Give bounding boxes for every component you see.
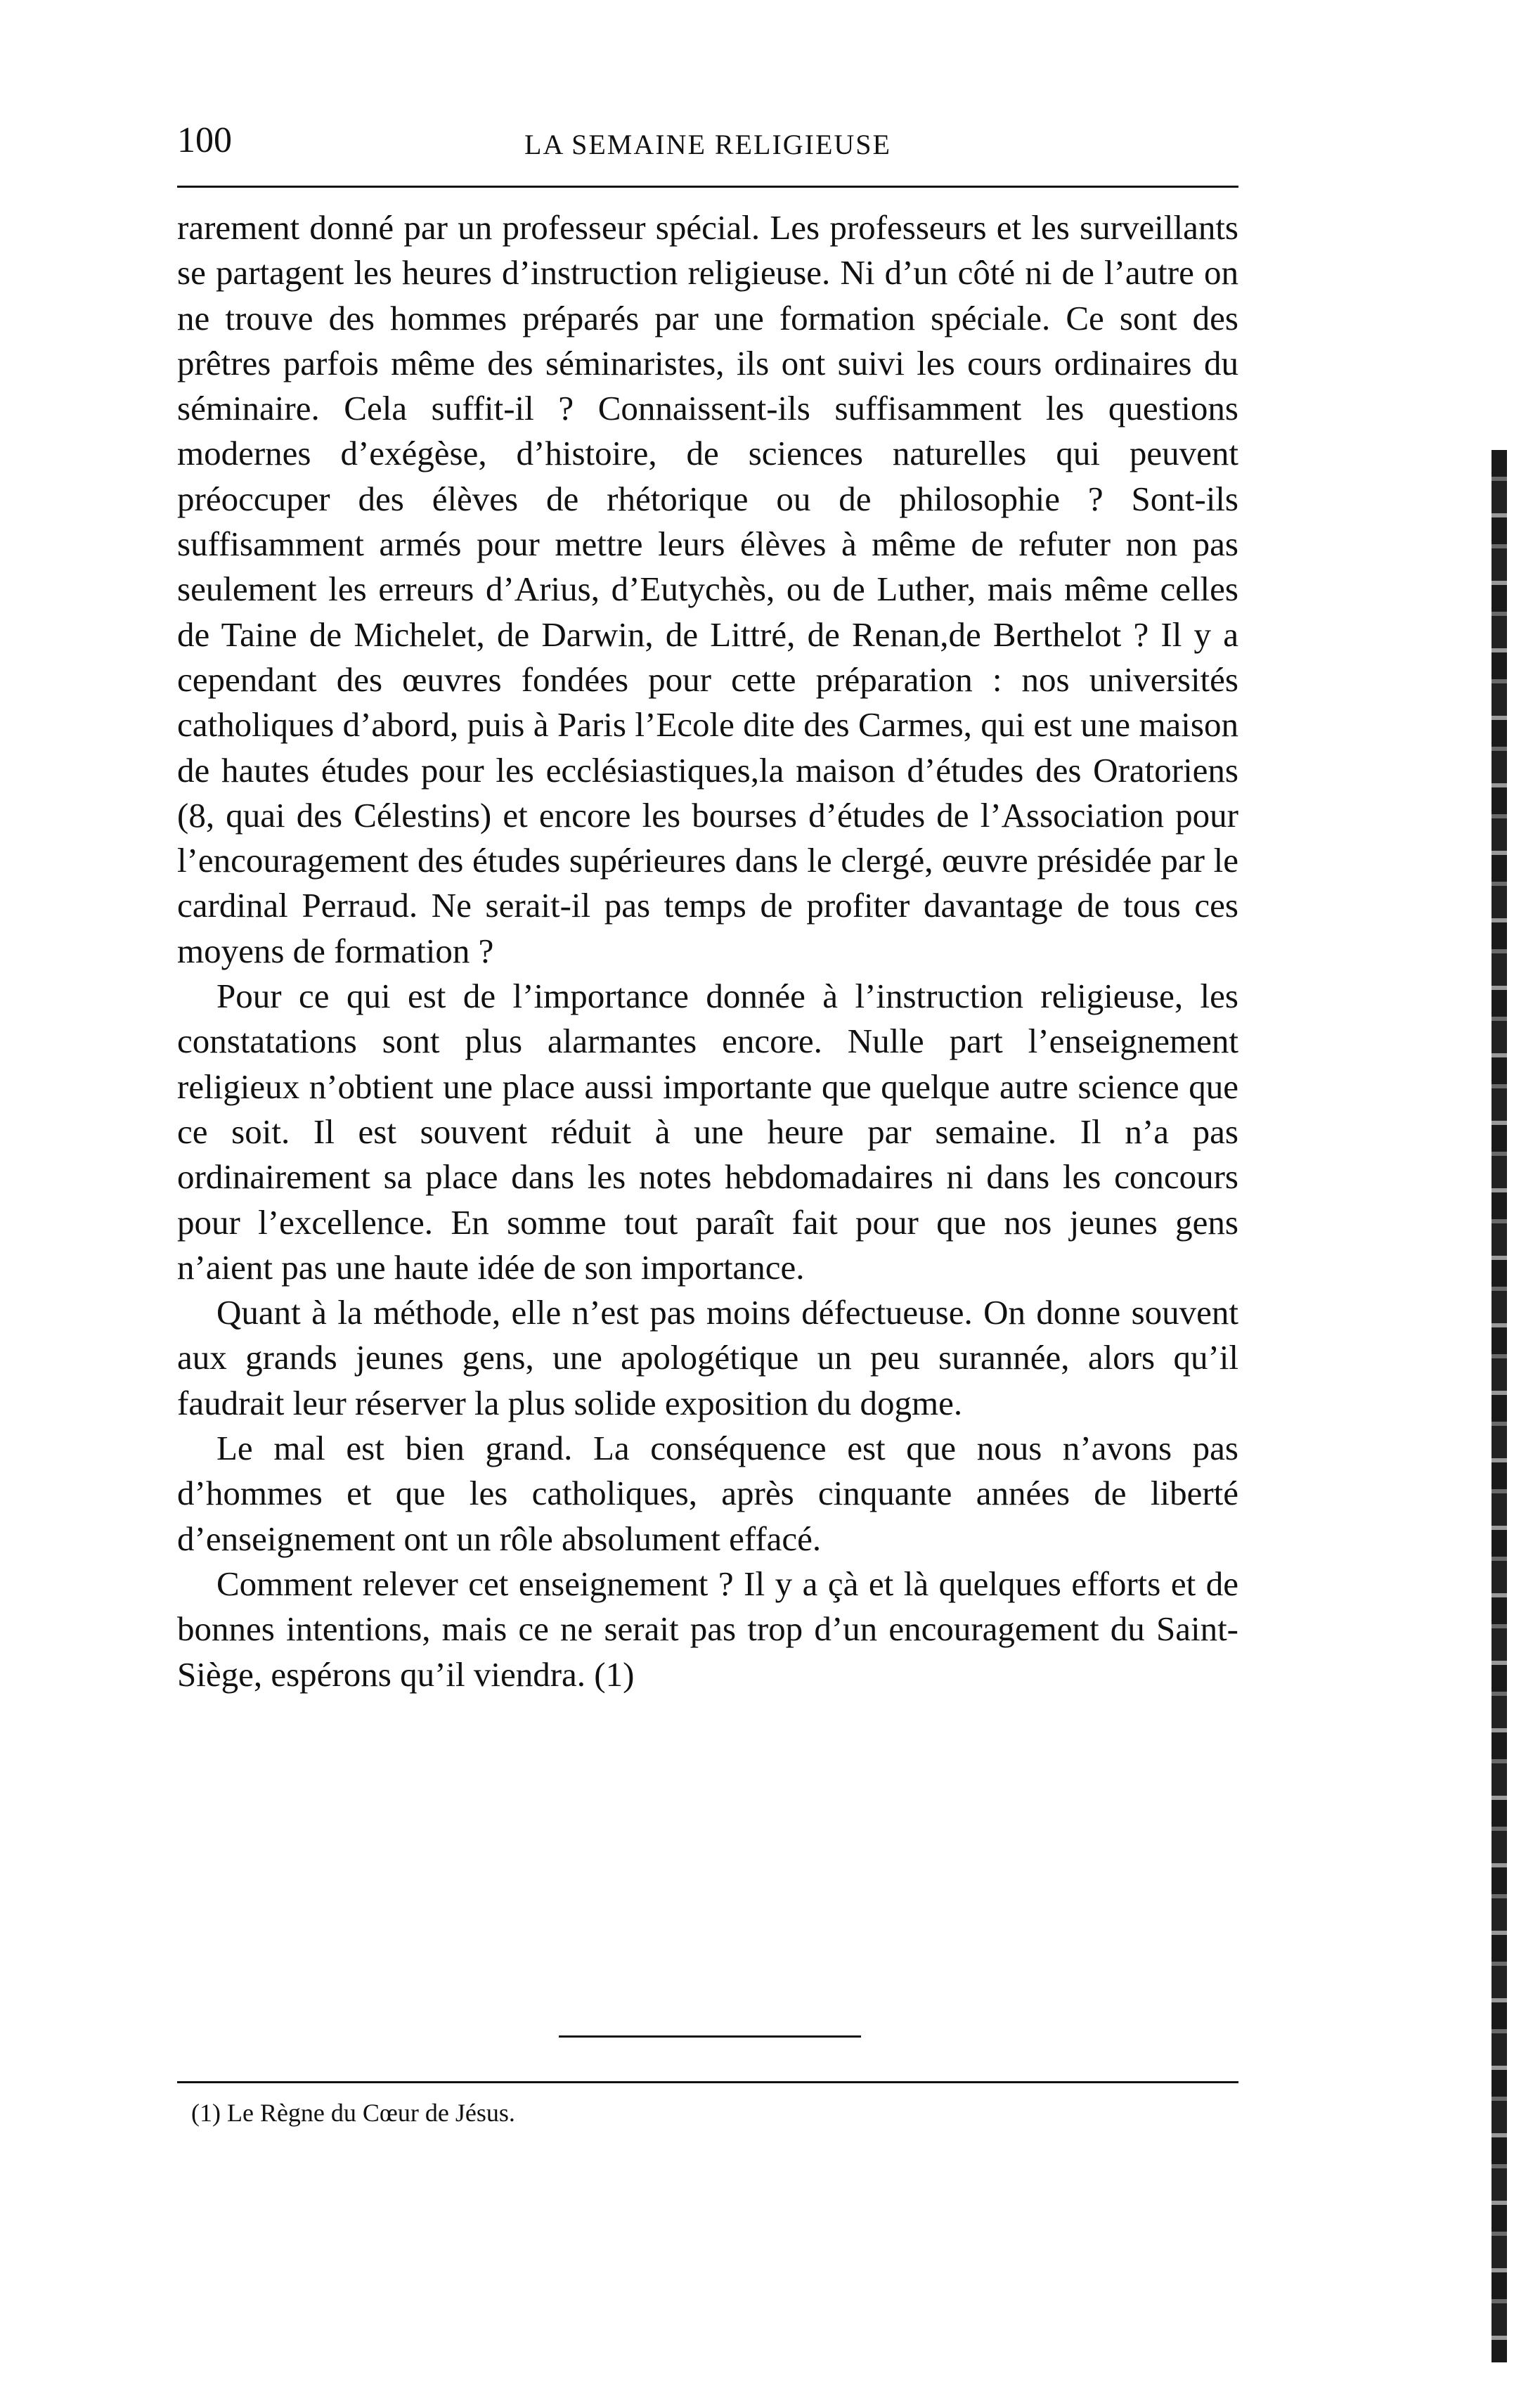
paragraph-methode: Quant à la méthode, elle n’est pas moins défectueuse. On donne souvent aux grands jeunes gens, une apologétique un peu surannée, alors qu’il faudrait leur réserver la plus solide exposition du dogme. bbox=[177, 1293, 1238, 1422]
end-rule bbox=[559, 2035, 861, 2038]
page-number: 100 bbox=[177, 120, 232, 160]
paragraph-mal: Le mal est bien grand. La conséquence est que nous n’avons pas d’hommes et que les catholiques, après cinquante années de liberté d’enseignement ont un rôle absolument effacé. bbox=[177, 1429, 1238, 1558]
footnote: (1) Le Règne du Cœur de Jésus. bbox=[191, 2099, 515, 2127]
running-title: LA SEMAINE RELIGIEUSE bbox=[524, 129, 891, 160]
scan-edge-shadow bbox=[1492, 450, 1507, 2362]
footnote-rule bbox=[177, 2081, 1238, 2083]
paragraph-importance: Pour ce qui est de l’importance donnée à l’instruction religieuse, les constatations sont plus alarmantes encore. Nulle part l’enseignement religieux n’obtient une place aussi importante que quelque autre science que ce soit. Il est souvent réduit à une heure par semaine. Il n’a pas ordinairement sa place dans les notes hebdomadaires ni dans les concours pour l’excellence. En somme tout paraît fait pour que nos jeunes gens n’aient pas une haute idée de son importance. bbox=[177, 977, 1238, 1287]
page-header bbox=[177, 120, 1238, 169]
paragraph-continuation: rarement donné par un professeur spécial. Les professeurs et les surveillants se partagent les heures d’instruction religieuse. Ni d’un côté ni de l’autre on ne trouve des hommes préparés par une formation spéciale. Ce sont des prêtres parfois même des séminaristes, ils ont suivi les cours ordinaires du séminaire. Cela suffit-il ? Connaissent-ils suffisamment les questions modernes d’exégèse, d’histoire, de sciences naturelles qui peuvent préoccuper des élèves de rhétorique ou de philosophie ? Sont-ils suffisamment armés pour mettre leurs élèves à même de refuter non pas seulement les erreurs d’Arius, d’Eutychès, ou de Luther, mais même celles de Taine de Michelet, de Darwin, de Littré, de Renan,de Berthelot ? Il y a cependant des œuvres fondées pour cette préparation : nos universités catholiques d’abord, puis à Paris l’Ecole dite des Carmes, qui est une maison de hautes études pour les ecclésiastiques,la maison d’études des Oratoriens (8, quai des Célestins) et encore les bourses d’études de l’Association pour l’encouragement des études supérieures dans le clergé, œuvre présidée par le cardinal Perraud. Ne serait-il pas temps de profiter davantage de tous ces moyens de formation ? bbox=[177, 208, 1238, 970]
header-rule bbox=[177, 186, 1238, 188]
body-text bbox=[177, 205, 1238, 1697]
paragraph-relever: Comment relever cet enseignement ? Il y a çà et là quelques efforts et de bonnes intentions, mais ce ne serait pas trop d’un encouragement du Saint-Siège, espérons qu’il viendra. (1) bbox=[177, 1564, 1238, 1694]
